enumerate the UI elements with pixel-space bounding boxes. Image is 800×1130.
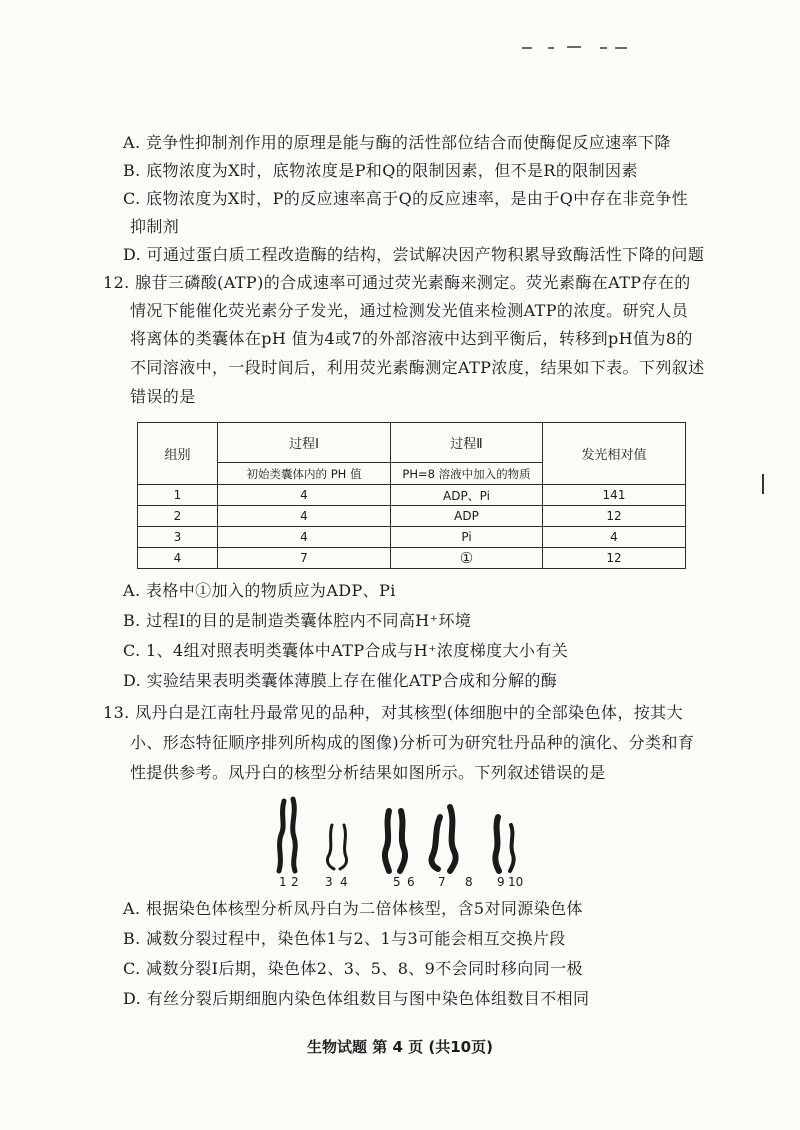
q12-option-b: B. 过程Ⅰ的目的是制造类囊体腔内不同高H⁺环境 [123, 611, 472, 630]
cell-group: 2 [138, 506, 218, 527]
header-group: 组别 [138, 423, 218, 485]
chromosome-label: 8 [465, 875, 473, 889]
q12-option-c: C. 1、4组对照表明类囊体中ATP合成与H⁺浓度梯度大小有关 [123, 641, 569, 660]
scan-mark [615, 47, 627, 49]
cell-added: ADP、Pi [391, 485, 543, 506]
q13-stem-line: 性提供参考。凤丹白的核型分析结果如图所示。下列叙述错误的是 [130, 763, 606, 782]
cell-group: 4 [138, 548, 218, 569]
cell-light: 12 [543, 506, 686, 527]
chromosome [400, 811, 405, 871]
header-light-value: 发光相对值 [543, 423, 686, 485]
chromosome [431, 817, 440, 869]
scan-mark [567, 46, 581, 48]
q13-option-b: B. 减数分裂过程中，染色体1与2、1与3可能会相互交换片段 [123, 929, 566, 948]
cell-ph: 7 [218, 548, 391, 569]
q12-option-a: A. 表格中①加入的物质应为ADP、Pi [123, 581, 396, 600]
scan-mark [600, 47, 607, 49]
karyotype-figure [268, 795, 528, 885]
chromosome [327, 825, 334, 869]
q13-stem-line: 小、形态特征顺序排列所构成的图像)分析可为研究牡丹品种的演化、分类和育 [130, 733, 695, 752]
q13-stem-line: 13. 凤丹白是江南牡丹最常见的品种，对其核型(体细胞中的全部染色体，按其大 [103, 703, 683, 722]
cell-added: ① [391, 548, 543, 569]
chromosome [385, 811, 389, 871]
q13-option-d: D. 有丝分裂后期细胞内染色体组数目与图中染色体组数目不相同 [123, 989, 590, 1008]
q13-option-c: C. 减数分裂Ⅰ后期，染色体2、3、5、8、9不会同时移向同一极 [123, 959, 583, 978]
chromosome-label: 7 [438, 875, 446, 889]
chromosome-label: 1 [279, 875, 287, 889]
chromosome [510, 825, 514, 871]
header-process2-sub: PH=8 溶液中加入的物质 [391, 463, 543, 485]
chromosome-label: 2 [291, 875, 299, 889]
header-process1-sub: 初始类囊体内的 PH 值 [218, 463, 391, 485]
cell-ph: 4 [218, 485, 391, 506]
chromosome-label: 6 [407, 875, 415, 889]
page-footer: 生物试题 第 4 页 (共10页) [307, 1038, 493, 1056]
atp-results-table [137, 422, 686, 569]
margin-mark [762, 474, 764, 494]
scan-mark [548, 47, 554, 49]
cell-added: Pi [391, 527, 543, 548]
cell-light: 12 [543, 548, 686, 569]
cell-group: 1 [138, 485, 218, 506]
cell-ph: 4 [218, 527, 391, 548]
cell-light: 4 [543, 527, 686, 548]
cell-added: ADP [391, 506, 543, 527]
q11-option-d: D. 可通过蛋白质工程改造酶的结构，尝试解决因产物积累导致酶活性下降的问题 [123, 245, 705, 264]
q12-stem-line: 不同溶液中，一段时间后，利用荧光素酶测定ATP浓度，结果如下表。下列叙述 [130, 358, 705, 377]
chromosome [495, 817, 499, 871]
q12-stem-line: 错误的是 [130, 387, 196, 406]
q12-stem-line: 12. 腺苷三磷酸(ATP)的合成速率可通过荧光素酶来测定。荧光素酶在ATP存在的 [103, 273, 691, 292]
cell-ph: 4 [218, 506, 391, 527]
chromosome [340, 825, 347, 869]
q13-option-a: A. 根据染色体核型分析凤丹白为二倍体核型，含5对同源染色体 [123, 899, 583, 918]
cell-light: 141 [543, 485, 686, 506]
header-process1: 过程Ⅰ [218, 423, 391, 463]
q11-option-c: C. 底物浓度为X时，P的反应速率高于Q的反应速率，是由于Q中存在非竞争性 [123, 189, 689, 208]
chromosome-label: 5 [393, 875, 401, 889]
header-process2: 过程Ⅱ [391, 423, 543, 463]
chromosome [293, 799, 296, 871]
cell-group: 3 [138, 527, 218, 548]
q12-stem-line: 将离体的类囊体在pH 值为4或7的外部溶液中达到平衡后，转移到pH值为8的 [130, 329, 693, 348]
q11-option-b: B. 底物浓度为X时，底物浓度是P和Q的限制因素，但不是R的限制因素 [123, 161, 638, 180]
q12-stem-line: 情况下能催化荧光素分子发光，通过检测发光值来检测ATP的浓度。研究人员 [130, 301, 689, 320]
q12-option-d: D. 实验结果表明类囊体薄膜上存在催化ATP合成和分解的酶 [123, 671, 558, 690]
chromosome-label: 3 [325, 875, 333, 889]
chromosome [279, 801, 284, 871]
chromosome [450, 807, 456, 871]
scan-mark [522, 47, 532, 49]
chromosome-label: 4 [340, 875, 348, 889]
q11-option-c-cont: 抑制剂 [130, 217, 180, 236]
q11-option-a: A. 竞争性抑制剂作用的原理是能与酶的活性部位结合而使酶促反应速率下降 [123, 133, 671, 152]
chromosome-label: 9 [497, 875, 505, 889]
chromosome-label: 10 [508, 875, 524, 889]
